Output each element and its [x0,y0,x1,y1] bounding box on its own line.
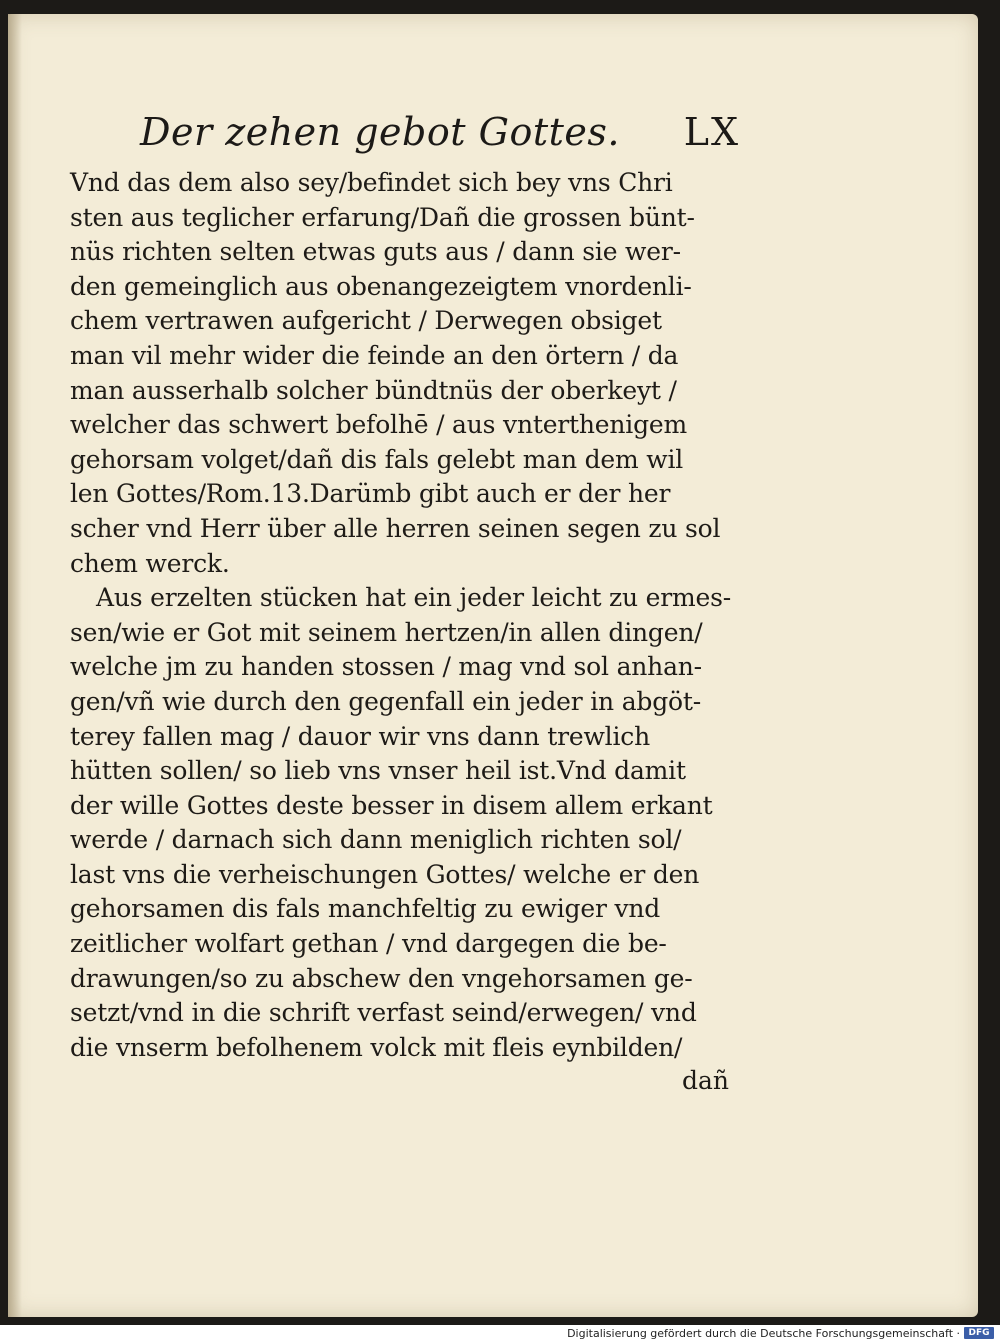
text-line: werde / darnach sich dann meniglich richten sol/ [70,825,682,855]
text-line: welcher das schwert befolhē / aus vnterthenigem [70,410,687,440]
page-gutter-shadow [8,14,22,1317]
text-line: gehorsam volget/dañ dis fals gelebt man dem wil [70,444,684,474]
text-line: gen/vñ wie durch den gegenfall ein jeder in abgöt‑ [70,686,701,716]
text-line: welche jm zu handen stossen / mag vnd sol anhan‑ [70,652,702,682]
catchword: dañ [682,1066,730,1095]
text-line: man vil mehr wider die feinde an den örtern / da [70,340,679,370]
text-line: gehorsamen dis fals manchfeltig zu ewiger vnd [70,894,661,924]
text-line: die vnserm befolhenem volck mit fleis eynbilden/ [70,1032,683,1062]
text-line: man ausserhalb solcher bündtnüs der oberkeyt / [70,375,677,405]
text-line: den gemeinglich aus obenangezeigtem vnordenli‑ [70,271,692,301]
text-line: scher vnd Herr über alle herren seinen segen zu sol [70,513,721,543]
text-line: sten aus teglicher erfarung/Dañ die grossen bünt‑ [70,202,695,232]
dfg-logo: DFG [964,1327,994,1339]
text-line: Vnd das dem also sey/befindet sich bey vns Chri [70,168,673,197]
text-line: setzt/vnd in die schrift verfast seind/erwegen/ vnd [70,998,697,1028]
text-line: Aus erzelten stücken hat ein jeder leicht zu ermes‑ [96,583,732,613]
running-title: Der zehen gebot Gottes. [140,110,620,154]
text-line: zeitlicher wolfart gethan / vnd dargegen die be‑ [70,929,667,959]
text-line: drawungen/so zu abschew den vngehorsamen ge‑ [70,963,693,993]
folio-number: LX [683,110,740,154]
text-line: len Gottes/Rom.13.Darümb gibt auch er der her [70,479,671,509]
running-head [140,110,740,160]
text-line: chem vertrawen aufgericht / Derwegen obsiget [70,306,662,336]
text-line: last vns die verheischungen Gottes/ welche er den [70,859,700,889]
body-text [70,166,738,1065]
text-line: nüs richten selten etwas guts aus / dann sie wer‑ [70,237,681,267]
text-line: der wille Gottes deste besser in disem allem erkant [70,790,713,820]
text-line: chem werck. [70,548,230,578]
digitization-credit: Digitalisierung gefördert durch die Deutsche Forschungsgemeinschaft · [567,1327,960,1340]
text-line: hütten sollen/ so lieb vns vnser heil ist.Vnd damit [70,756,686,786]
text-line: sen/wie er Got mit seinem hertzen/in allen dingen/ [70,617,703,647]
text-line: terey fallen mag / dauor wir vns dann trewlich [70,721,650,751]
